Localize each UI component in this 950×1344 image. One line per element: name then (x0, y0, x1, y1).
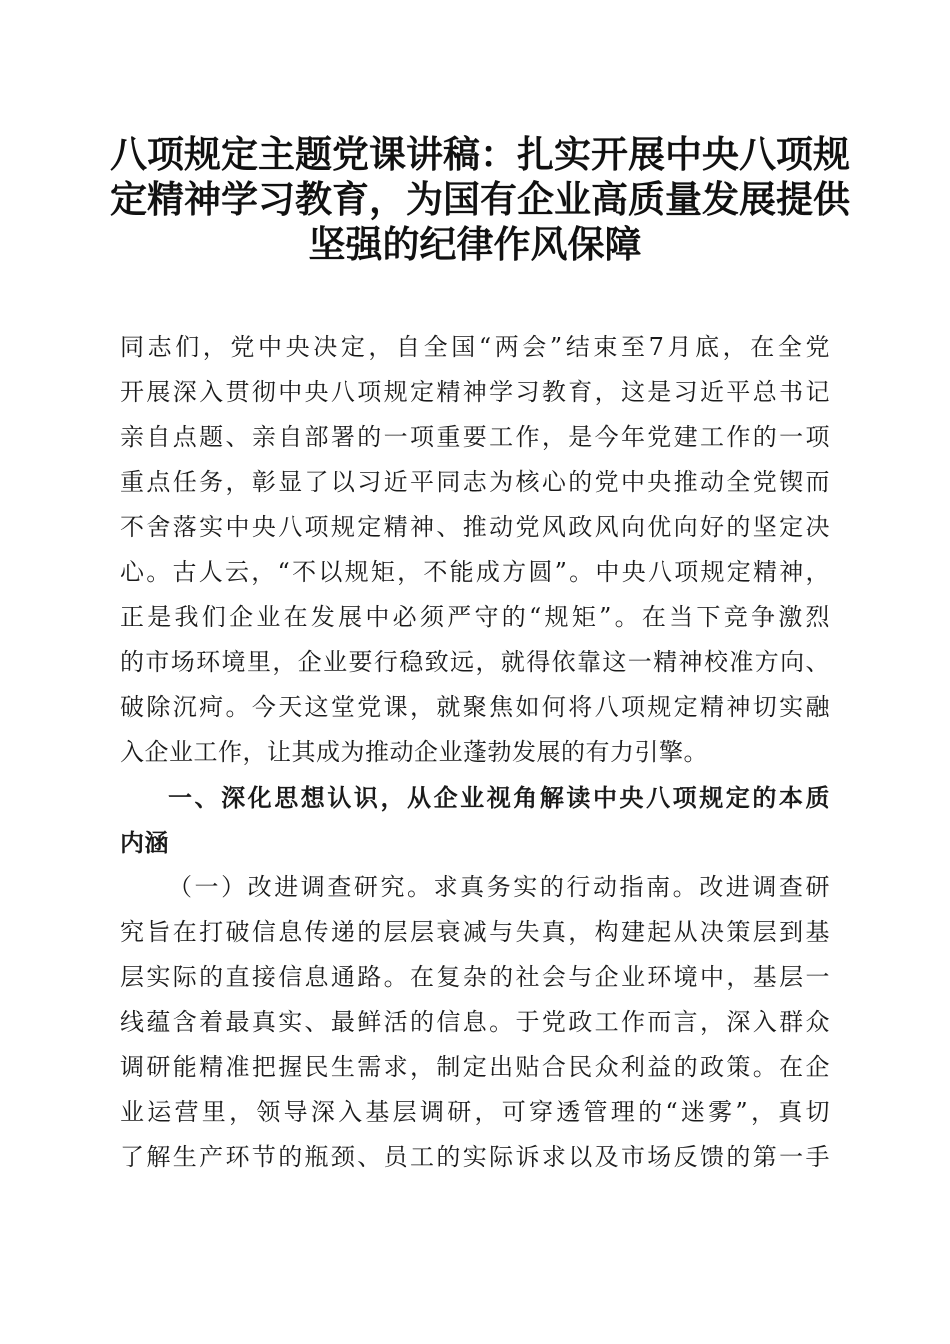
paragraph-line: 不舍落实中央八项规定精神、推动党风政风向优向好的坚定决 (120, 513, 830, 541)
paragraph-line: 入企业工作，让其成为推动企业蓬勃发展的有力引擎。 (120, 738, 708, 766)
heading-line: 内涵 (120, 828, 169, 857)
paragraph-line: 破除沉疴。今天这堂党课，就聚焦如何将八项规定精神切实融 (120, 693, 830, 721)
paragraph-line: 究旨在打破信息传递的层层衰减与失真，构建起从决策层到基 (120, 918, 830, 946)
heading-line: 一、深化思想认识，从企业视角解读中央八项规定的本质 (168, 783, 830, 812)
intro-paragraph (120, 325, 830, 775)
document-title (110, 132, 850, 267)
paragraph-line: 了解生产环节的瓶颈、员工的实际诉求以及市场反馈的第一手 (120, 1143, 830, 1171)
paragraph-line: 调研能精准把握民生需求，制定出贴合民众利益的政策。在企 (120, 1053, 830, 1081)
paragraph-line: 开展深入贯彻中央八项规定精神学习教育，这是习近平总书记 (120, 378, 830, 406)
document-body (120, 325, 830, 1180)
paragraph-line: 线蕴含着最真实、最鲜活的信息。于党政工作而言，深入群众 (120, 1008, 830, 1036)
subsection-paragraph (120, 865, 830, 1180)
paragraph-line: 心。古人云，“不以规矩，不能成方圆”。中央八项规定精神， (120, 558, 830, 586)
section-heading (120, 775, 830, 865)
paragraph-line: 正是我们企业在发展中必须严守的“规矩”。在当下竞争激烈 (120, 603, 830, 631)
paragraph-line: 亲自点题、亲自部署的一项重要工作，是今年党建工作的一项 (120, 423, 830, 451)
paragraph-line: 层实际的直接信息通路。在复杂的社会与企业环境中，基层一 (120, 963, 830, 991)
paragraph-line: 业运营里，领导深入基层调研，可穿透管理的“迷雾”，真切 (120, 1098, 830, 1126)
paragraph-line: （一）改进调查研究。求真务实的行动指南。改进调查研 (168, 873, 830, 901)
title-line: 定精神学习教育，为国有企业高质量发展提供 (110, 177, 850, 221)
paragraph-line: 同志们，党中央决定，自全国“两会”结束至7月底，在全党 (120, 333, 830, 361)
paragraph-line: 的市场环境里，企业要行稳致远，就得依靠这一精神校准方向、 (120, 648, 830, 676)
title-line: 坚强的纪律作风保障 (308, 222, 642, 266)
title-line: 八项规定主题党课讲稿：扎实开展中央八项规 (110, 132, 850, 176)
paragraph-line: 重点任务，彰显了以习近平同志为核心的党中央推动全党锲而 (120, 468, 830, 496)
